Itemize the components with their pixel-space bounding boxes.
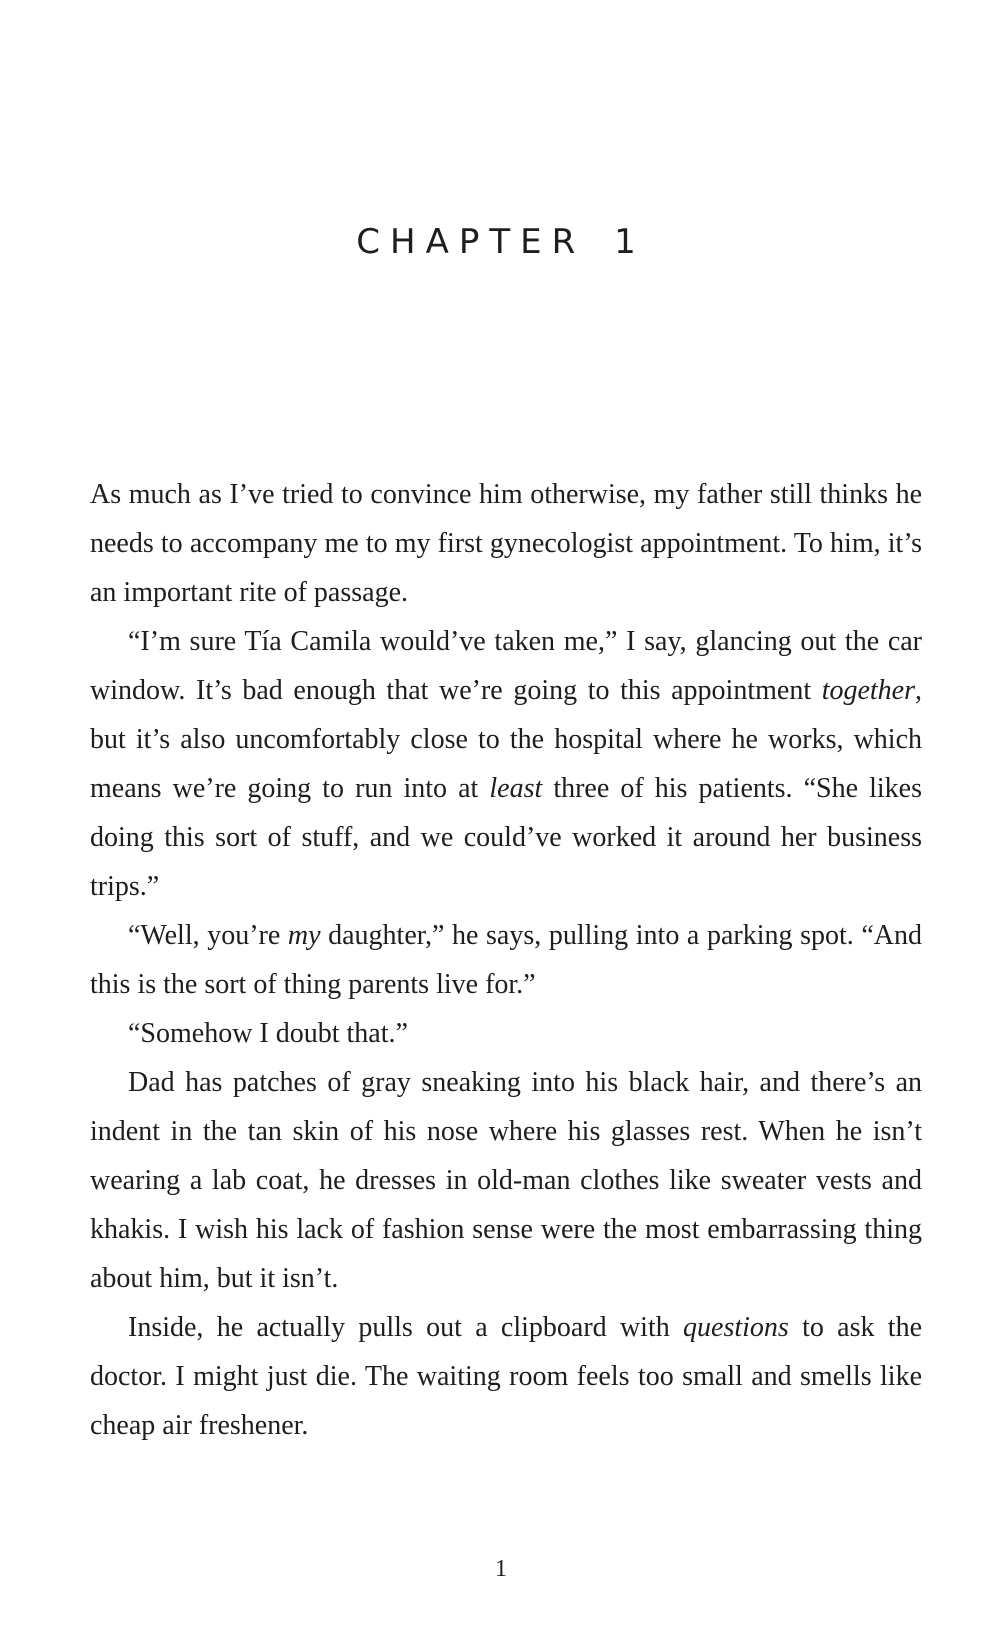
body-paragraph	[90, 1009, 922, 1058]
body-paragraph	[90, 470, 922, 617]
italic-text: my	[287, 920, 321, 951]
paragraph-text: “I’m sure Tía Camila would’ve taken me,” I say, glancing out the car window. It’s bad enough that we’re going to this appointment	[90, 626, 922, 706]
chapter-body	[90, 470, 922, 1450]
paragraph-text: Inside, he actually pulls out a clipboard with	[128, 1312, 684, 1343]
paragraph-text: three of his patients. “She likes doing this sort of stuff, and we could’ve worked it around her business trips.”	[90, 773, 922, 902]
page-number: 1	[495, 1556, 507, 1582]
paragraph-text: to ask the doctor. I might just die. The waiting room feels too small and smells like cheap air freshener.	[90, 1312, 923, 1441]
paragraph-text: , but it’s also uncomfortably close to the hospital where he works, which means we’re going to run into at	[90, 675, 922, 804]
body-paragraph	[90, 617, 922, 911]
italic-text: together	[821, 675, 915, 706]
body-paragraph	[90, 911, 922, 1009]
italic-text: questions	[683, 1312, 789, 1343]
chapter-number: 1	[614, 222, 646, 262]
body-paragraph	[90, 1303, 922, 1450]
chapter-label: CHAPTER	[356, 222, 586, 262]
body-paragraph	[90, 1058, 922, 1303]
paragraph-text: Dad has patches of gray sneaking into his black hair, and there’s an indent in the tan skin of his nose where his glasses rest. When he isn’t wearing a lab coat, he dresses in old-man clothes like sweater vests and khakis. I wish his lack of fashion sense were the most embarrassing thing about him, but it isn’t.	[90, 1067, 922, 1294]
paragraph-text: daughter,” he says, pulling into a parking spot. “And this is the sort of thing parents live for.”	[90, 920, 922, 1000]
paragraph-text: “Well, you’re	[128, 920, 288, 951]
chapter-heading	[0, 222, 1002, 262]
italic-text: least	[489, 773, 543, 804]
paragraph-text: “Somehow I doubt that.”	[128, 1018, 408, 1049]
paragraph-text: As much as I’ve tried to convince him otherwise, my father still thinks he needs to accompany me to my first gynecologist appointment. To him, it’s an important rite of passage.	[90, 479, 922, 608]
